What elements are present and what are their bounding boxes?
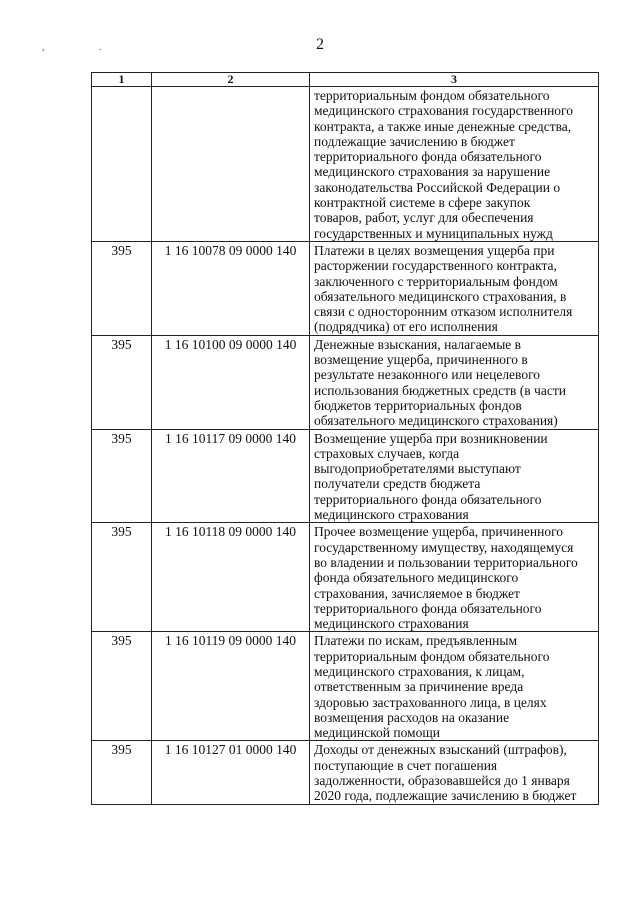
description-line: территориальным фондом обязательного (314, 648, 550, 664)
description-line: медицинского страхования государственного (314, 103, 574, 119)
revenue-description-cell (310, 429, 599, 523)
description-line: медицинского страхования, к лицам, (314, 663, 525, 679)
description-line: Платежи по искам, предъявленным (314, 633, 517, 649)
table-row (92, 335, 599, 429)
page-number: 2 (316, 36, 324, 53)
description-line: Возмещение ущерба при возникновении (314, 430, 548, 446)
description-line: медицинского страхования (314, 616, 469, 632)
description-line: товаров, работ, услуг для обеспечения (314, 210, 534, 226)
admin-code-cell: 395 (92, 741, 152, 804)
admin-code-cell: 395 (92, 335, 152, 429)
table-row (92, 429, 599, 523)
description-line: территориальным фондом обязательного (314, 88, 550, 103)
description-line: задолженности, образовавшейся до 1 января (314, 773, 570, 789)
description-line: государственных и муниципальных нужд (314, 225, 553, 241)
header-col-2: 2 (152, 73, 310, 87)
admin-code-cell: 395 (92, 241, 152, 335)
revenue-codes-table (91, 72, 599, 805)
description-line: территориального фонда обязательного (314, 600, 542, 616)
description-line: обязательного медицинского страхования) (314, 413, 558, 429)
description-line: обязательного медицинского страхования, в (314, 288, 567, 304)
admin-code-cell (92, 87, 152, 242)
revenue-description-cell (310, 241, 599, 335)
description-line: возмещения расходов на оказание (314, 709, 510, 725)
description-line: результате незаконного или нецелевого (314, 367, 541, 383)
description-line: выгодоприобретателями выступают (314, 461, 521, 477)
scan-specks: , . (42, 42, 128, 53)
description-line: (подрядчика) от его исполнения (314, 319, 498, 335)
header-col-3: 3 (310, 73, 599, 87)
description-line: контракта, а также иные денежные средства, (314, 118, 572, 134)
table-row (92, 87, 599, 242)
description-line: медицинской помощи (314, 725, 440, 741)
table-body (92, 87, 599, 805)
revenue-description-cell (310, 87, 599, 242)
description-line: подлежащие зачислению в бюджет (314, 133, 515, 149)
description-line: территориального фонда обязательного (314, 149, 542, 165)
admin-code-cell: 395 (92, 429, 152, 523)
description-line: расторжении государственного контракта, (314, 258, 557, 274)
description-line: Денежные взыскания, налагаемые в (314, 336, 522, 352)
admin-code-cell: 395 (92, 632, 152, 741)
description-line: страховых случаев, когда (314, 445, 460, 461)
description-line: государственному имуществу, находящемуся (314, 539, 574, 555)
table-row (92, 632, 599, 741)
description-line: ответственным за причинение вреда (314, 679, 524, 695)
description-line: бюджетов территориальных фондов (314, 397, 522, 413)
revenue-description-cell (310, 523, 599, 632)
description-line: во владении и пользовании территориального (314, 554, 578, 570)
budget-classification-code-cell: 1 16 10117 09 0000 140 (152, 429, 310, 523)
budget-classification-code-cell: 1 16 10100 09 0000 140 (152, 335, 310, 429)
description-line: контрактной системе в сфере закупок (314, 195, 531, 211)
header-col-1: 1 (92, 73, 152, 87)
table-row (92, 523, 599, 632)
budget-classification-code-cell: 1 16 10118 09 0000 140 (152, 523, 310, 632)
description-line: медицинского страхования (314, 507, 469, 523)
revenue-description-cell (310, 741, 599, 804)
description-line: Платежи в целях возмещения ущерба при (314, 242, 555, 258)
description-line: фонда обязательного медицинского (314, 570, 519, 586)
revenue-description-cell (310, 632, 599, 741)
description-line: 2020 года, подлежащие зачислению в бюджет (314, 788, 577, 804)
revenue-description-cell (310, 335, 599, 429)
description-line: Доходы от денежных взысканий (штрафов), (314, 742, 567, 758)
description-line: здоровью застрахованного лица, в целях (314, 694, 547, 710)
description-line: страхования, зачисляемое в бюджет (314, 585, 520, 601)
description-line: поступающие в счет погашения (314, 757, 498, 773)
budget-classification-code-cell: 1 16 10078 09 0000 140 (152, 241, 310, 335)
description-line: медицинского страхования за нарушение (314, 164, 551, 180)
budget-classification-code-cell: 1 16 10119 09 0000 140 (152, 632, 310, 741)
budget-classification-code-cell: 1 16 10127 01 0000 140 (152, 741, 310, 804)
table-row (92, 741, 599, 804)
admin-code-cell: 395 (92, 523, 152, 632)
description-line: получатели средств бюджета (314, 476, 481, 492)
description-line: Прочее возмещение ущерба, причиненного (314, 524, 564, 540)
description-line: связи с односторонним отказом исполнителя (314, 304, 573, 320)
budget-classification-code-cell (152, 87, 310, 242)
description-line: возмещение ущерба, причиненного в (314, 352, 528, 368)
description-line: законодательства Российской Федерации о (314, 179, 561, 195)
description-line: заключенного с территориальным фондом (314, 273, 558, 289)
header-row (92, 73, 599, 87)
description-line: использования бюджетных средств (в части (314, 382, 566, 398)
table-row (92, 241, 599, 335)
description-line: территориального фонда обязательного (314, 491, 542, 507)
